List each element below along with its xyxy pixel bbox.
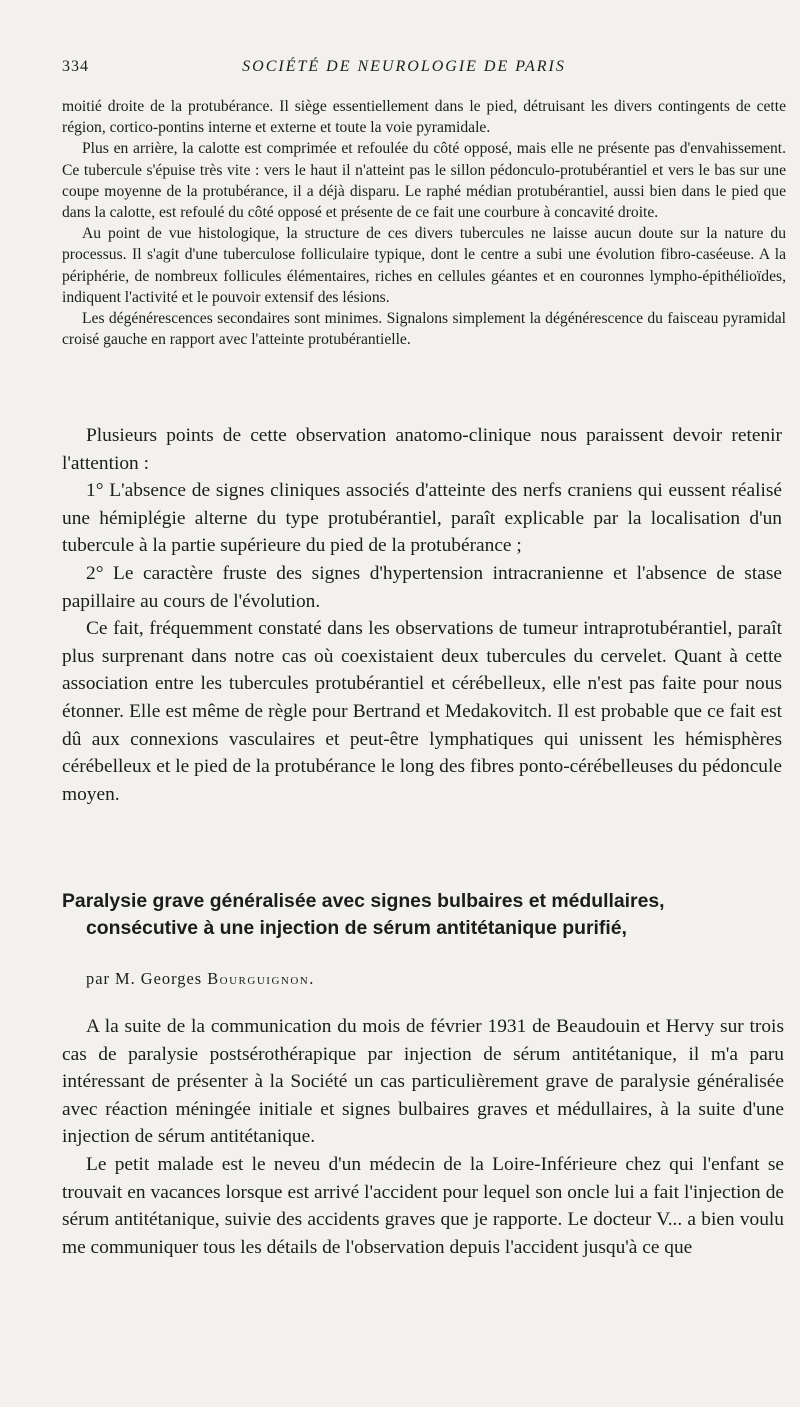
byline bbox=[86, 969, 315, 989]
case-report-continuation bbox=[62, 96, 786, 350]
paragraph: Plus en arrière, la calotte est comprimée et refoulée du côté opposé, mais elle ne présente pas d'envahissement. Ce tubercule s'épuise très vite : vers le haut il n'atteint pas le sillon pédonculo-protubérantiel et vers le bas sur une coupe moyenne de la protubérance, il a déjà disparu. Le raphé médian protubérantiel, aussi bien dans le pied que dans la calotte, est refoulé du côté opposé et présente de ce fait une courbure à concavité droite. bbox=[62, 140, 786, 222]
paragraph: Le petit malade est le neveu d'un médecin de la Loire-Inférieure chez qui l'enfant se trouvait en vacances lorsque est arrivé l'accident pour lequel son oncle lui a fait l'injection de sérum antitétanique, suivie des accidents graves que je rapporte. Le docteur V... a bien voulu me communiquer tous les détails de l'observation depuis l'accident jusqu'à ce que bbox=[62, 1153, 784, 1258]
article-title-line: consécutive à une injection de sérum antitétanique purifié, bbox=[86, 917, 627, 939]
page-number: 334 bbox=[62, 58, 89, 75]
paragraph: Les dégénérescences secondaires sont minimes. Signalons simplement la dégénérescence du faisceau pyramidal croisé gauche en rapport avec l'atteinte protubérantielle. bbox=[62, 310, 786, 349]
paragraph: A la suite de la communication du mois de février 1931 de Beaudouin et Hervy sur trois cas de paralysie postsérothérapique par injection de sérum antitétanique, il m'a paru intéressant de présenter à la Société un cas particulièrement grave de paralysie généralisée avec réaction méningée initiale et signes bulbaires graves et médullaires, à la suite d'une injection de sérum antitétanique. bbox=[62, 1016, 784, 1148]
paragraph: Ce fait, fréquemment constaté dans les observations de tumeur intraprotubérantiel, paraît plus surprenant dans notre cas où coexistaient deux tubercules du cervelet. Quant à cette association entre les tubercules protubérantiel et cérébelleux, elle n'est pas faite pour nous étonner. Elle est même de règle pour Bertrand et Medakovitch. Il est probable que ce fait est dû aux connexions vasculaires et peut-être lymphatiques qui unissent les hémisphères cérébelleux et le pied de la protubérance le long des fibres ponto-cérébelleuses du pédoncule moyen. bbox=[62, 618, 782, 805]
article-body bbox=[62, 1013, 784, 1261]
byline-prefix: par M. Georges bbox=[86, 969, 203, 988]
paragraph: Au point de vue histologique, la structure de ces divers tubercules ne laisse aucun doute sur la nature du processus. Il s'agit d'une tuberculose folliculaire typique, dont le centre a subi une évolution fibro-caséeuse. A la périphérie, de nombreux follicules élémentaires, riches en cellules géantes et en couronnes lympho-épithélioïdes, indiquent l'activité et le pouvoir extensif des lésions. bbox=[62, 225, 786, 306]
article-title-line: Paralysie grave généralisée avec signes bulbaires et médullaires, bbox=[62, 890, 665, 912]
paragraph: Plusieurs points de cette observation anatomo-clinique nous paraissent devoir retenir l'attention : bbox=[62, 425, 782, 474]
discussion-section bbox=[62, 422, 782, 808]
running-title: SOCIÉTÉ DE NEUROLOGIE DE PARIS bbox=[242, 58, 566, 75]
byline-author: Bourguignon. bbox=[207, 969, 315, 988]
paragraph: 1° L'absence de signes cliniques associés d'atteinte des nerfs craniens qui eussent réalisé une hémiplégie alterne du type protubérantiel, paraît explicable par la localisation d'un tubercule à la partie supérieure du pied de la protubérance ; bbox=[62, 480, 782, 557]
paragraph: moitié droite de la protubérance. Il siège essentiellement dans le pied, détruisant les divers contingents de cette région, cortico-pontins interne et externe et toute la voie pyramidale. bbox=[62, 98, 786, 137]
article-title bbox=[62, 888, 790, 942]
paragraph: 2° Le caractère fruste des signes d'hypertension intracranienne et l'absence de stase papillaire au cours de l'évolution. bbox=[62, 562, 782, 612]
page-header bbox=[62, 58, 746, 84]
